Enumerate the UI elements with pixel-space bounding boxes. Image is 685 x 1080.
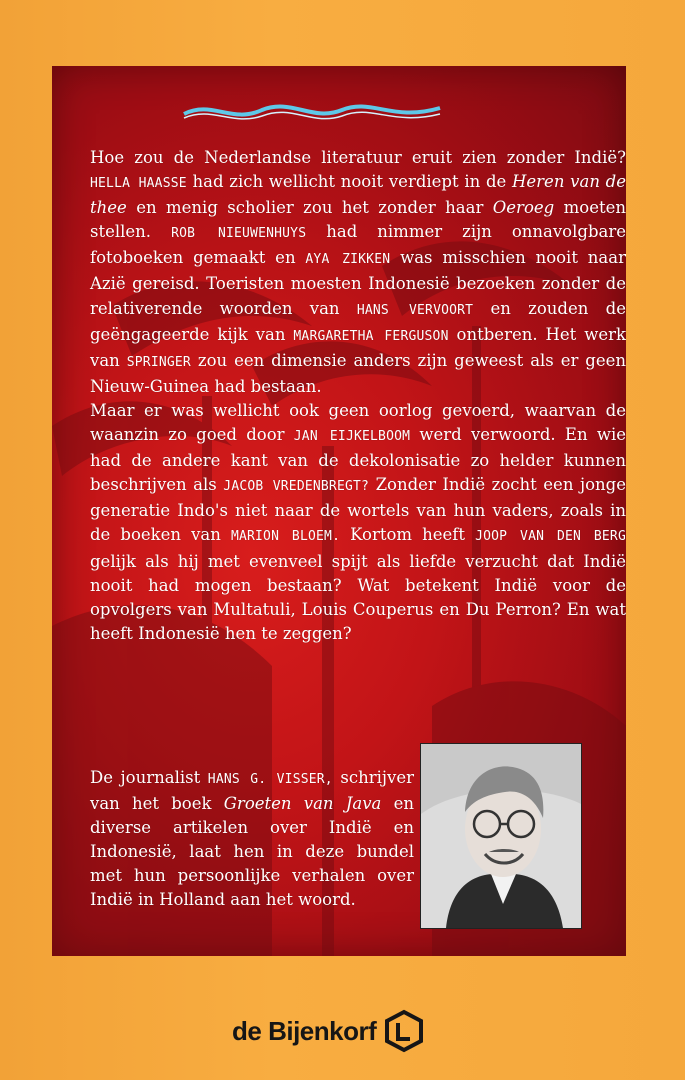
author-name: JAN EIJKELBOOM bbox=[293, 429, 411, 445]
paragraph-2: Maar er was wellicht ook geen oorlog gevoerd, waarvan de waanzin zo goed door JAN EIJKELBOOM werd verwoord. En wie had de andere kant van de dekolonisatie zo helder kunnen beschrijven als JACOB VREDENBREGT? Zonder Indië zocht een jonge generatie Indo's niet naar de wortels van hun vaders, zoals in de boeken van MARION BLOEM. Kortom heeft JOOP VAN DEN BERG gelijk als hij met evenveel spijt als liefde verzucht dat Indië nooit had mogen bestaan? Wat betekent Indië voor de opvolgers van Multatuli, Louis Couperus en Du Perron? En wat heeft Indonesië hen te zeggen? bbox=[90, 400, 626, 643]
editor-bio: De journalist HANS G. VISSER, schrijver van het boek Groeten van Java en diverse artikelen over Indië en Indonesië, laat hen in deze bundel met hun persoonlijke verhalen over Indië in Holland aan het woord. bbox=[90, 768, 415, 910]
book-title: Heren van de thee bbox=[90, 172, 626, 218]
blurb-text bbox=[90, 146, 626, 646]
author-name: MARION BLOEM. bbox=[230, 529, 341, 545]
author-name: HANS VERVOORT bbox=[356, 302, 474, 318]
author-name: HELLA HAASSE bbox=[90, 176, 187, 192]
publisher-logo bbox=[232, 1005, 462, 1057]
bijenkorf-hexagon-icon bbox=[382, 1009, 426, 1053]
author-name: MARGARETHA FERGUSON bbox=[293, 328, 449, 344]
author-name: JACOB VREDENBREGT? bbox=[223, 479, 370, 495]
author-name: SPRINGER bbox=[126, 354, 191, 370]
paragraph-1: Hoe zou de Nederlandse literatuur eruit zien zonder Indië? HELLA HAASSE had zich wellicht nooit verdiept in de Heren van de thee en menig scholier zou het zonder haar Oeroeg moeten stellen. ROB NIEUWENHUYS had nimmer zijn onnavolgbare fotoboeken gemaakt en AYA ZIKKEN was misschien nooit naar Azië gereisd. Toeristen moesten Indonesië bezoeken zonder de relativerende woorden van HANS VERVOORT en zouden de geëngageerde kijk van MARGARETHA FERGUSON ontberen. Het werk van SPRINGER zou een dimensie anders zijn geweest als er geen Nieuw-Guinea had bestaan. bbox=[90, 148, 626, 396]
book-title: Groeten van Java bbox=[223, 794, 382, 814]
author-name: JOOP VAN DEN BERG bbox=[475, 529, 626, 545]
book-title: Oeroeg bbox=[492, 198, 555, 218]
author-name: ROB NIEUWENHUYS bbox=[171, 226, 307, 242]
wave-ornament bbox=[182, 96, 442, 124]
author-name: AYA ZIKKEN bbox=[305, 252, 391, 268]
publisher-name: de Bijenkorf bbox=[232, 1015, 377, 1046]
author-photo bbox=[420, 743, 582, 929]
portrait-image bbox=[421, 744, 581, 928]
editor-name: HANS G. VISSER, bbox=[207, 772, 333, 787]
